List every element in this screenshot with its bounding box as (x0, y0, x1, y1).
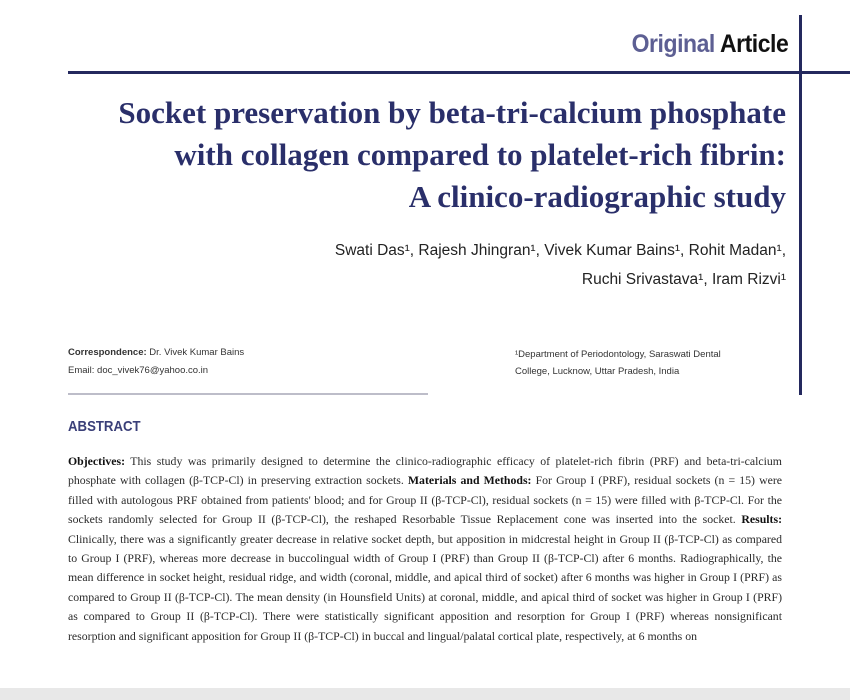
correspondence-name: Dr. Vivek Kumar Bains (149, 347, 245, 358)
results-text: Clinically, there was a significantly greater decrease in relative socket depth, but apposition in midcrestal height in Group II (β-TCP-Cl) as compared to Group I (PRF), whereas more decrease in buccolingual width of Group I (PRF) than Group II (β-TCP-Cl) after 6 months. Radiographically, the mean difference in socket height, residual ridge, and width (coronal, middle, and apical third of socket) after 6 months was higher in Group I (PRF) as compared to Group II (β-TCP-Cl). The mean density (in Hounsfield Units) at coronal, middle, and apical third of socket was higher in Group I (PRF) as compared to Group II (β-TCP-Cl). There were statistically significant apposition and resorption for Group I (PRF) whereas nonsignificant resorption and significant apposition for Group II (β-TCP-Cl) in buccal and lingual/palatal cortical plate, respectively, at 6 months on (68, 531, 782, 643)
correspondence-divider (68, 393, 428, 395)
results-label: Results: (741, 512, 783, 527)
correspondence-line (68, 344, 244, 362)
methods-text: For Group I (PRF), residual sockets (n = 15) were filled with autologous PRF obtained from patients' blood; and for Group II (β-TCP-Cl), residual sockets (n = 15) were filled with β-TCP-Cl. For the sockets randomly selected for Group II (β-TCP-Cl), the reshaped Resorbable Tissue Replacement cone was inserted into the socket. (68, 473, 782, 527)
title-line: Socket preservation by beta-tri-calcium phosphate (118, 95, 786, 130)
author-line: Ruchi Srivastava¹, Iram Rizvi¹ (581, 271, 786, 288)
affiliation-line: College, Lucknow, Uttar Pradesh, India (515, 366, 680, 377)
bottom-strip (0, 688, 850, 700)
article-type-badge (631, 30, 788, 59)
paper-title (66, 92, 786, 218)
affiliation-line: ¹Department of Periodontology, Saraswati Dental (515, 349, 721, 360)
title-line: with collagen compared to platelet-rich fibrin: (174, 137, 786, 172)
abstract-heading: ABSTRACT (68, 418, 141, 435)
header-horizontal-rule (68, 71, 850, 74)
author-list (66, 236, 786, 294)
author-line: Swati Das¹, Rajesh Jhingran¹, Vivek Kumar Bains¹, Rohit Madan¹, (334, 242, 786, 259)
correspondence-email[interactable]: Email: doc_vivek76@yahoo.co.in (68, 365, 209, 376)
abstract-body (68, 452, 782, 646)
correspondence-block (68, 344, 244, 380)
badge-article: Article (719, 30, 788, 58)
affiliation-block (515, 346, 795, 380)
objectives-label: Objectives: (68, 454, 125, 468)
correspondence-label: Correspondence: (68, 347, 147, 358)
title-line: A clinico-radiographic study (408, 179, 786, 214)
methods-label: Materials and Methods: (407, 473, 532, 488)
badge-original: Original (631, 30, 715, 58)
objectives-text: This study was primarily designed to determine the clinico-radiographic efficacy of platelet-rich fibrin (PRF) and beta-tri-calcium phosphate with collagen (β-TCP-Cl) in preserving extraction sockets. (68, 454, 782, 488)
